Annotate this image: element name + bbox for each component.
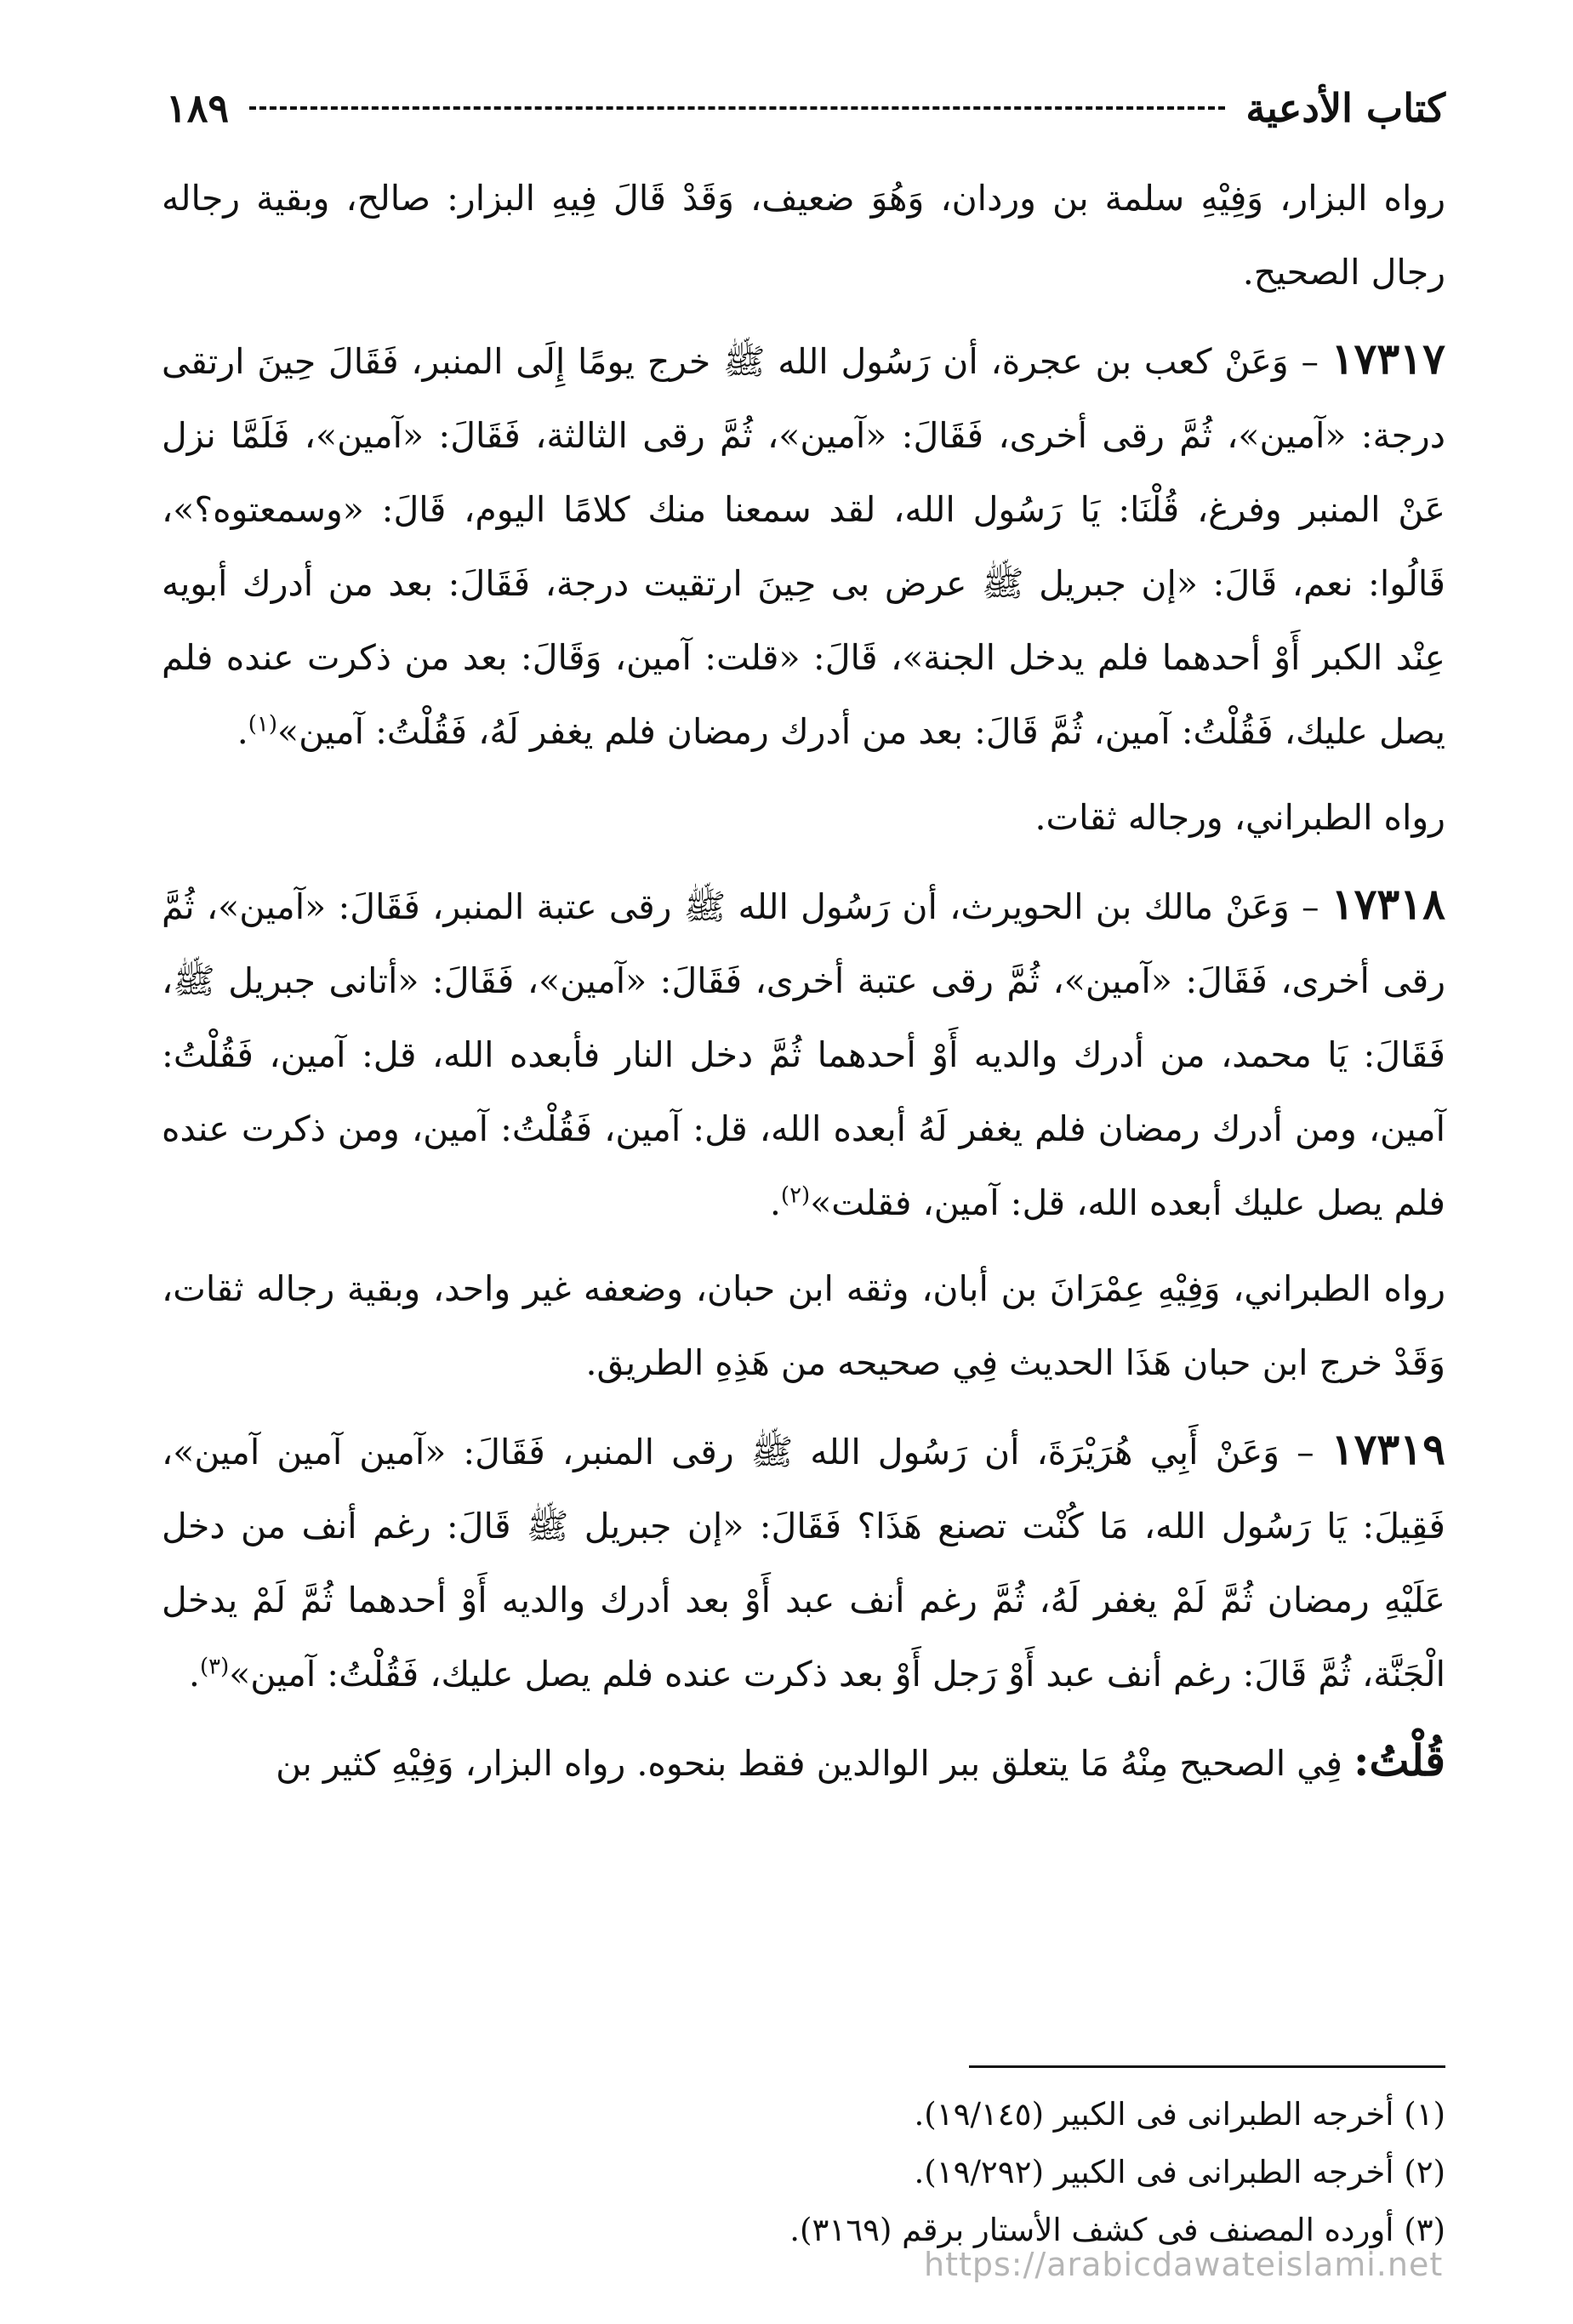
- hadith-number: ١٧٣١٨: [1331, 879, 1445, 929]
- paragraph-narration-note: [162, 781, 1445, 855]
- book-title: كتاب الأدعية: [1245, 85, 1445, 131]
- hadith-number: ١٧٣١٩: [1331, 1424, 1445, 1474]
- paragraph-narration-note: [162, 1252, 1445, 1400]
- page-body: [162, 162, 1445, 1813]
- footnote-item: (٣) أورده المصنف فى كشف الأستار برقم (٣١٦٩).: [789, 2212, 1445, 2248]
- hadith-17319: ١٧٣١٩ – وَعَنْ أَبِي هُرَيْرَةَ، أن رَسُول الله ﷺ رقى المنبر، فَقَالَ: «آمين آمين آمين»، فَقِيلَ: يَا رَسُول الله، مَا كُنْت تصنع هَذَا؟ فَقَالَ: «إن جبريل ﷺ قَالَ: رغم أنف من دخل عَلَيْهِ رمضان ثُمَّ لَمْ يغفر لَهُ، ثُمَّ رغم أنف عبد أَوْ بعد أدرك والديه أَوْ أحدهما ثُمَّ لَمْ يدخل الْجَنَّة، ثُمَّ قَالَ: رغم أنف عبد أَوْ رَجل أَوْ بعد ذكرت عنده فلم يصل عليك، فَقُلْتُ: آمين»$^{(٣)}$.: [162, 1424, 1445, 1695]
- hadith-text: – وَعَنْ كعب بن عجرة، أن رَسُول الله ﷺ خرج يومًا إِلَى المنبر، فَقَالَ حِينَ ارتقى درجة: «آمين»، ثُمَّ رقى أخرى، فَقَالَ: «آمين»، ثُمَّ رقى الثالثة، فَقَالَ: «آمين»، فَلَمَّا نزل عَنْ المنبر وفرغ، قُلْنَا: يَا رَسُول الله، لقد سمعنا منك كلامًا اليوم، قَالَ: «وسمعتوه؟»، قَالُوا: نعم، قَالَ: «إن جبريل ﷺ عرض بى حِينَ ارتقيت درجة، فَقَالَ: بعد من أدرك أبويه عِنْد الكبر أَوْ أحدهما فلم يدخل الجنة»، قَالَ: «قلت: آمين، وَقَالَ: بعد من ذكرت عنده فلم يصل عليك، فَقُلْتُ: آمين، ثُمَّ قَالَ: بعد من أدرك رمضان فلم يغفر لَهُ، فَقُلْتُ: آمين»: [162, 341, 1445, 752]
- footnotes: [162, 2086, 1445, 2259]
- qultu-label: قُلْتُ:: [1353, 1735, 1445, 1786]
- header-divider: [249, 106, 1225, 110]
- paragraph-text: رواه البزار، وَفِيْهِ سلمة بن وردان، وَهُوَ ضعيف، وَقَدْ قَالَ فِيهِ البزار: صالح، وبقية رجاله رجال الصحيح.: [162, 178, 1445, 293]
- footnote-divider: [969, 2065, 1445, 2068]
- paragraph-narration-note: [162, 162, 1445, 310]
- page-number: ١٨٩: [166, 85, 230, 131]
- hadith-17318: ١٧٣١٨ – وَعَنْ مالك بن الحويرث، أن رَسُول الله ﷺ رقى عتبة المنبر، فَقَالَ: «آمين»، ثُمَّ رقى أخرى، فَقَالَ: «آمين»، ثُمَّ رقى عتبة أخرى، فَقَالَ: «آمين»، فَقَالَ: «أتانى جبريل ﷺ، فَقَالَ: يَا محمد، من أدرك والديه أَوْ أحدهما ثُمَّ دخل النار فأبعده الله، قل: آمين، فَقُلْتُ: آمين، ومن أدرك رمضان فلم يغفر لَهُ أبعده الله، قل: آمين، فَقُلْتُ: آمين، ومن ذكرت عنده فلم يصل عليك أبعده الله، قل: آمين، فقلت»$^{(٢)}$.: [162, 879, 1445, 1223]
- hadith-number: ١٧٣١٧: [1331, 333, 1445, 384]
- footnote-ref: (٢): [780, 1182, 811, 1209]
- paragraph-qultu: [162, 1723, 1445, 1801]
- hadith-17317: ١٧٣١٧ – وَعَنْ كعب بن عجرة، أن رَسُول الله ﷺ خرج يومًا إِلَى المنبر، فَقَالَ حِينَ ارتقى درجة: «آمين»، ثُمَّ رقى أخرى، فَقَالَ: «آمين»، ثُمَّ رقى الثالثة، فَقَالَ: «آمين»، فَلَمَّا نزل عَنْ المنبر وفرغ، قُلْنَا: يَا رَسُول الله، لقد سمعنا منك كلامًا اليوم، قَالَ: «وسمعتوه؟»، قَالُوا: نعم، قَالَ: «إن جبريل ﷺ عرض بى حِينَ ارتقيت درجة، فَقَالَ: بعد من أدرك أبويه عِنْد الكبر أَوْ أحدهما فلم يدخل الجنة»، قَالَ: «قلت: آمين، وَقَالَ: بعد من ذكرت عنده فلم يصل عليك، فَقُلْتُ: آمين، ثُمَّ قَالَ: بعد من أدرك رمضان فلم يغفر لَهُ، فَقُلْتُ: آمين»$^{(١)}$.: [162, 333, 1445, 752]
- paragraph-text: رواه الطبراني، وَفِيْهِ عِمْرَانَ بن أبان، وثقه ابن حبان، وضعفه غير واحد، وبقية رجاله ثقات، وَقَدْ خرج ابن حبان هَذَا الحديث فِي صحيحه من هَذِهِ الطريق.: [162, 1268, 1445, 1383]
- watermark-url: https://arabicdawateislami.net: [924, 2246, 1444, 2283]
- paragraph-text: فِي الصحيح مِنْهُ مَا يتعلق ببر الوالدين فقط بنحوه. رواه البزار، وَفِيْهِ كثير بن: [276, 1743, 1342, 1784]
- hadith-text: – وَعَنْ مالك بن الحويرث، أن رَسُول الله ﷺ رقى عتبة المنبر، فَقَالَ: «آمين»، ثُمَّ رقى أخرى، فَقَالَ: «آمين»، ثُمَّ رقى عتبة أخرى، فَقَالَ: «آمين»، فَقَالَ: «أتانى جبريل ﷺ، فَقَالَ: يَا محمد، من أدرك والديه أَوْ أحدهما ثُمَّ دخل النار فأبعده الله، قل: آمين، فَقُلْتُ: آمين، ومن أدرك رمضان فلم يغفر لَهُ أبعده الله، قل: آمين، فَقُلْتُ: آمين، ومن ذكرت عنده فلم يصل عليك أبعده الله، قل: آمين، فقلت»: [162, 886, 1445, 1223]
- footnote-ref: (٣): [199, 1654, 230, 1680]
- footnote-item: (٢) أخرجه الطبرانى فى الكبير (١٩/٢٩٢).: [914, 2154, 1445, 2190]
- footnote-ref: (١): [248, 711, 278, 738]
- paragraph-text: رواه الطبراني، ورجاله ثقات.: [1034, 797, 1445, 838]
- footnote-item: (١) أخرجه الطبرانى فى الكبير (١٩/١٤٥).: [914, 2096, 1445, 2133]
- hadith-text: – وَعَنْ أَبِي هُرَيْرَةَ، أن رَسُول الله ﷺ رقى المنبر، فَقَالَ: «آمين آمين آمين»، فَقِيلَ: يَا رَسُول الله، مَا كُنْت تصنع هَذَا؟ فَقَالَ: «إن جبريل ﷺ قَالَ: رغم أنف من دخل عَلَيْهِ رمضان ثُمَّ لَمْ يغفر لَهُ، ثُمَّ رغم أنف عبد أَوْ بعد أدرك والديه أَوْ أحدهما ثُمَّ لَمْ يدخل الْجَنَّة، ثُمَّ قَالَ: رغم أنف عبد أَوْ رَجل أَوْ بعد ذكرت عنده فلم يصل عليك، فَقُلْتُ: آمين»: [162, 1432, 1445, 1695]
- page-header: [166, 78, 1445, 138]
